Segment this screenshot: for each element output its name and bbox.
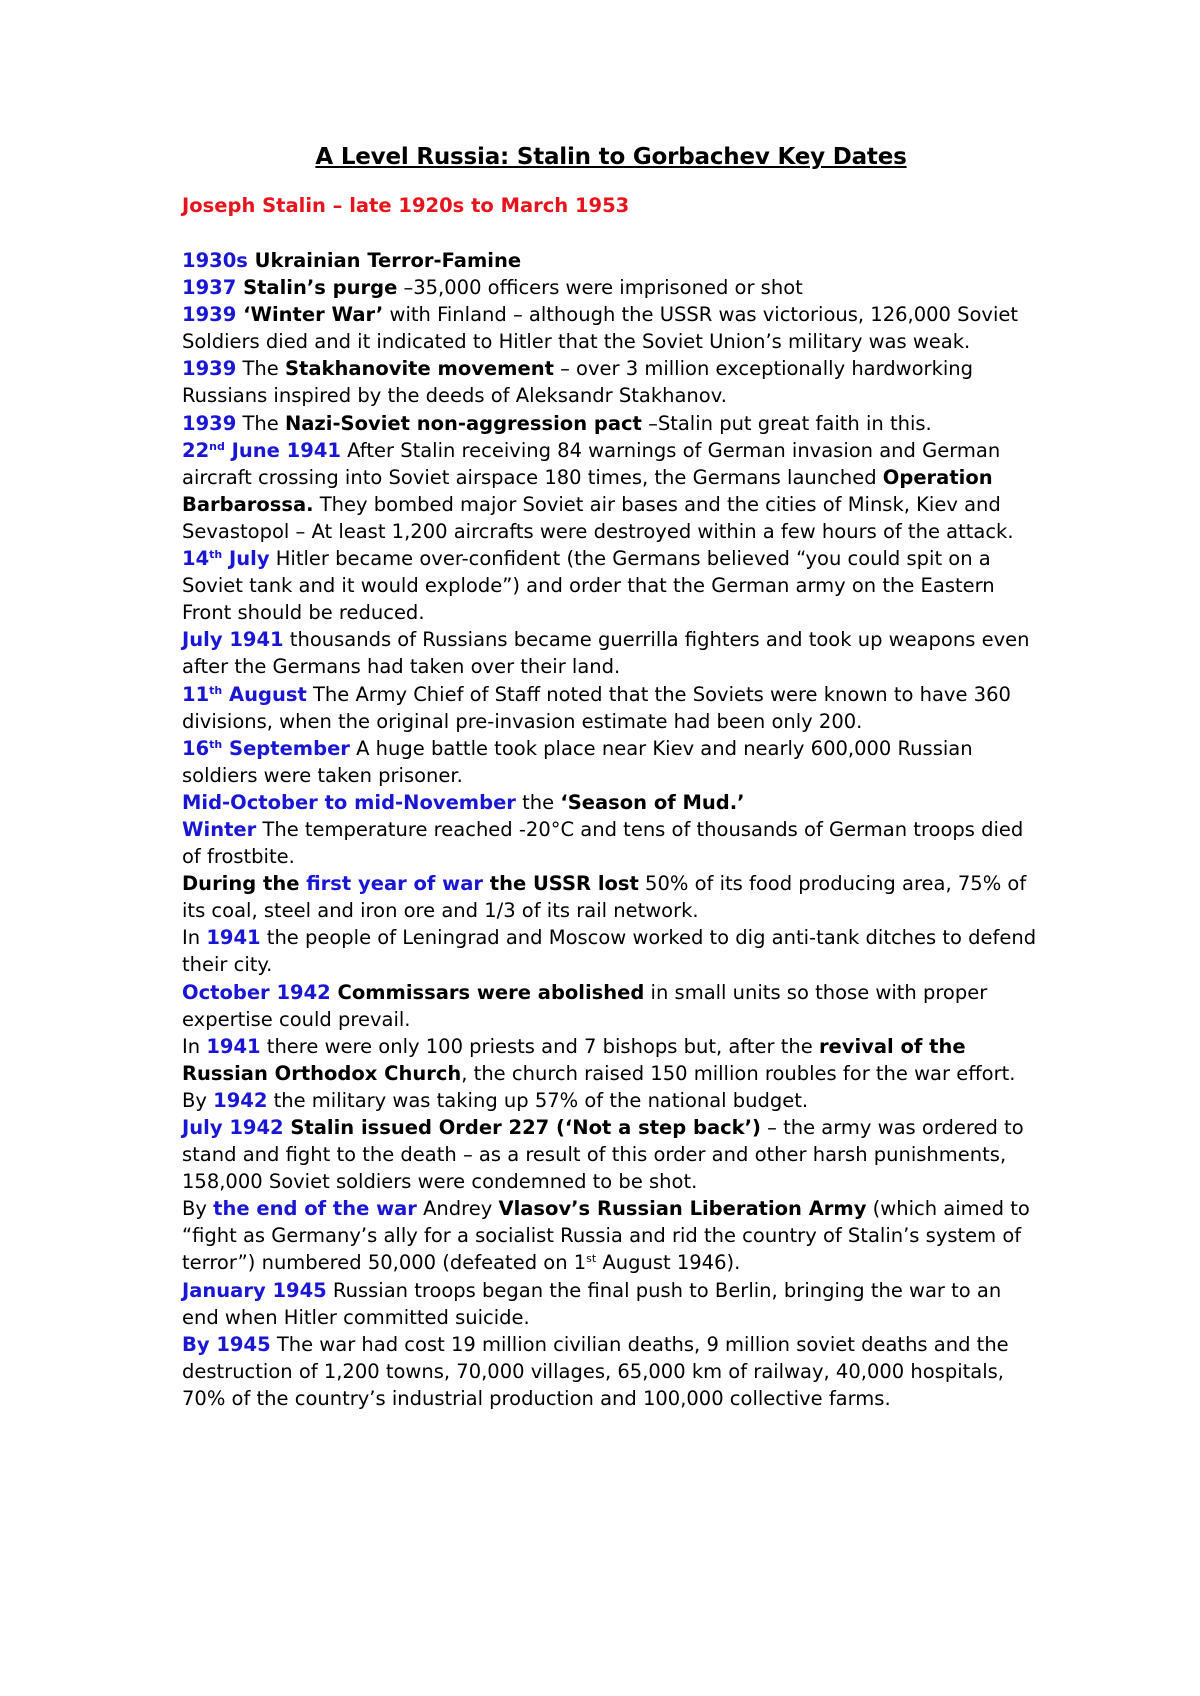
- date-entry: [182, 789, 1040, 816]
- bold-term: Stalin issued Order 227 (‘Not a step back’): [283, 1116, 761, 1139]
- bold-term: Operation Barbarossa.: [182, 465, 1000, 516]
- entry-text: there were only 100 priests and 7 bishops but, after the: [260, 1034, 819, 1058]
- date-label: nd: [209, 439, 225, 453]
- entry-text: The: [236, 411, 285, 435]
- date-entry: [182, 735, 1040, 789]
- entry-text: In: [182, 1034, 207, 1058]
- date-label: July: [222, 547, 270, 571]
- date-label: Mid-October to mid-November: [182, 790, 516, 814]
- date-label: June 1941: [224, 438, 341, 462]
- bold-term: Ukrainian Terror-Famine: [247, 249, 522, 272]
- date-entry: [182, 437, 1040, 545]
- date-label: th: [209, 683, 223, 697]
- date-label: 1939: [182, 303, 237, 327]
- date-entry: [182, 1087, 1040, 1114]
- date-label: July 1942: [182, 1116, 284, 1139]
- entry-text: st: [586, 1252, 597, 1266]
- entry-text: 50% of its food producing area, 75% of its coal, steel and iron ore and 1/3 of its rail network.: [182, 872, 1033, 923]
- date-label: 14: [182, 547, 210, 571]
- section-heading: Joseph Stalin – late 1920s to March 1953: [182, 194, 630, 217]
- bold-term: ‘Season of Mud.’: [560, 790, 745, 814]
- entry-text: The war had cost 19 million civilian deaths, 9 million soviet deaths and the destruction of 1,200 towns, 70,000 villages, 65,000 km of railway, 40,000 hospitals, 70% of the country’s industrial production and 100,000 collective farms.: [182, 1332, 1015, 1410]
- date-label: 1941: [206, 926, 261, 950]
- entry-text: The: [236, 357, 285, 381]
- date-label: 1942: [213, 1088, 268, 1112]
- date-label: th: [209, 548, 223, 562]
- bold-term: ‘Winter War’: [236, 303, 384, 327]
- page-title: A Level Russia: Stalin to Gorbachev Key Dates: [315, 144, 907, 170]
- bold-term: revival of the Russian Orthodox Church: [182, 1034, 973, 1085]
- bold-term: the USSR lost: [482, 872, 639, 896]
- date-entry: [182, 870, 1040, 924]
- date-entry: [182, 301, 1040, 355]
- entry-text: with Finland – although the USSR was victorious, 126,000 Soviet Soldiers died and it indicated to Hitler that the Soviet Union’s military was weak.: [182, 303, 1025, 354]
- entry-text: thousands of Russians became guerrilla fighters and took up weapons even after the Germans had taken over their land.: [182, 628, 1036, 679]
- date-entry: [182, 1331, 1040, 1412]
- entry-text: the: [515, 790, 561, 814]
- date-entry: [182, 681, 1040, 735]
- entry-text: They bombed major Soviet air bases and the cities of Minsk, Kiev and Sevastopol – At least 1,200 aircrafts were destroyed within a few hours of the attack.: [182, 492, 1014, 543]
- date-label: Winter: [182, 817, 257, 841]
- date-entry: [182, 1114, 1040, 1195]
- date-entry: [182, 247, 1040, 274]
- date-label: th: [209, 737, 223, 751]
- bold-term: Vlasov’s Russian Liberation Army: [498, 1197, 867, 1221]
- bold-term: During the: [182, 872, 307, 896]
- entry-text: A huge battle took place near Kiev and nearly 600,000 Russian soldiers were taken prisoner.: [182, 736, 979, 787]
- date-entry: [182, 410, 1040, 437]
- date-entry: [182, 1277, 1040, 1331]
- date-label: August: [222, 682, 307, 706]
- date-label: July 1941: [182, 628, 284, 652]
- entry-text: In: [182, 926, 207, 950]
- date-entry: [182, 924, 1043, 978]
- date-entry: [182, 355, 1040, 409]
- entry-text: the military was taking up 57% of the national budget.: [267, 1088, 809, 1112]
- date-entry: [182, 979, 1040, 1033]
- date-label: 1937: [182, 276, 237, 300]
- entry-text: –35,000 officers were imprisoned or shot: [397, 276, 803, 300]
- entry-text: The temperature reached -20°C and tens of thousands of German troops died of frostbite.: [182, 817, 1030, 869]
- date-label: By 1945: [182, 1332, 271, 1356]
- entry-text: the people of Leningrad and Moscow worked to dig anti-tank ditches to defend their city.: [182, 926, 1043, 977]
- entry-text: –Stalin put great faith in this.: [641, 411, 932, 435]
- entry-text: After Stalin receiving 84 warnings of German invasion and German aircraft crossing into Soviet airspace 180 times, the Germans launched: [182, 438, 1007, 489]
- date-label: January 1945: [182, 1278, 327, 1302]
- date-entry: [182, 816, 1040, 870]
- bold-term: Stakhanovite movement: [284, 357, 554, 381]
- entry-text: The Army Chief of Staff noted that the Soviets were known to have 360 divisions, when the original pre-invasion estimate had been only 200.: [182, 682, 1018, 733]
- date-label: first year of war: [306, 872, 483, 896]
- date-entry: [182, 626, 1040, 680]
- bold-term: Stalin’s purge: [236, 276, 398, 300]
- date-entry: [182, 1033, 1040, 1087]
- date-entry: [182, 274, 1040, 301]
- date-label: 11: [182, 682, 210, 706]
- entry-text: By: [182, 1088, 214, 1112]
- date-label: 22: [182, 438, 210, 462]
- entry-text: , the church raised 150 million roubles for the war effort.: [461, 1061, 1016, 1085]
- bold-term: Nazi-Soviet non-aggression pact: [284, 411, 642, 435]
- entry-text: – over 3 million exceptionally hardworking Russians inspired by the deeds of Aleksandr Stakhanov.: [182, 357, 980, 408]
- entry-text: Andrey: [416, 1197, 499, 1221]
- entry-text: in small units so those with proper expertise could prevail.: [182, 980, 994, 1031]
- date-label: September: [222, 736, 350, 760]
- date-label: 1939: [182, 357, 237, 381]
- entry-text: Hitler became over-confident (the Germans believed “you could spit on a Soviet tank and it would explode”) and order that the German army on the Eastern Front should be reduced.: [182, 547, 1001, 625]
- date-label: 1930s: [182, 249, 248, 272]
- date-label: the end of the war: [213, 1197, 417, 1221]
- date-label: 1939: [182, 411, 237, 435]
- entry-text: – the army was ordered to stand and fight to the death – as a result of this order and other harsh punishments, 158,000 Soviet soldiers were condemned to be shot.: [182, 1116, 1030, 1194]
- entry-text: By: [182, 1197, 214, 1221]
- entry-text: August 1946).: [596, 1251, 741, 1275]
- date-label: 1941: [206, 1034, 261, 1058]
- bold-term: Commissars were abolished: [330, 980, 645, 1004]
- date-entry: [182, 545, 1040, 626]
- date-label: October 1942: [182, 980, 331, 1004]
- date-entry: [182, 1195, 1040, 1276]
- entry-text: Russian troops began the final push to Berlin, bringing the war to an end when Hitler committed suicide.: [182, 1278, 1008, 1329]
- date-label: 16: [182, 736, 210, 760]
- entry-text: (which aimed to “fight as Germany’s ally for a socialist Russia and rid the country of Stalin’s system of terror”) numbered 50,000 (defeated on 1: [182, 1197, 1036, 1275]
- key-dates-list: [182, 247, 1043, 1412]
